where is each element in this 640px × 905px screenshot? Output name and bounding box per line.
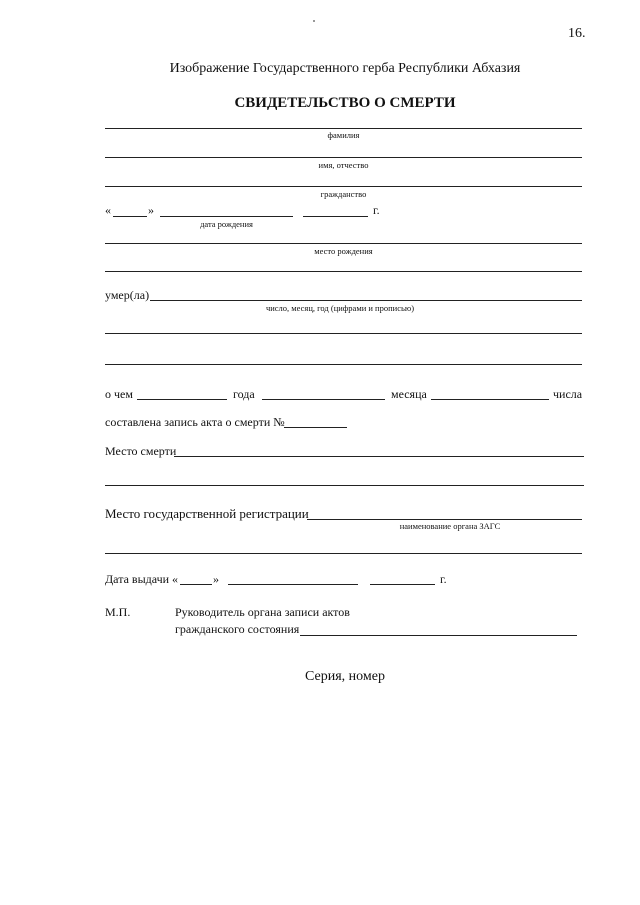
- head-signature-field-line[interactable]: [300, 635, 577, 636]
- death-place-field-line[interactable]: [174, 456, 584, 457]
- birth-day-field-line[interactable]: [113, 216, 147, 217]
- state-registration-label: Место государственной регистрации: [105, 506, 309, 521]
- state-registration-field-line[interactable]: [307, 519, 582, 520]
- state-registration-extra-line[interactable]: [105, 553, 582, 554]
- record-month-field-line[interactable]: [262, 399, 385, 400]
- stamp-label: М.П.: [105, 605, 131, 619]
- citizenship-caption: гражданство: [320, 189, 367, 199]
- death-place-label: Место смерти: [105, 444, 177, 458]
- died-label: умер(ла): [105, 288, 150, 302]
- coat-of-arms-caption: Изображение Государственного герба Республики Абхазия: [169, 61, 521, 76]
- birth-place-caption: место рождения: [314, 246, 373, 256]
- death-date-field-line[interactable]: [150, 300, 582, 301]
- birth-month-field-line[interactable]: [160, 216, 293, 217]
- act-record-label: составлена запись акта о смерти №: [105, 415, 285, 429]
- surname-caption: фамилия: [327, 130, 360, 140]
- name-patronymic-field-line[interactable]: [105, 157, 582, 158]
- record-day-field-line[interactable]: [431, 399, 549, 400]
- death-date-caption: число, месяц, год (цифрами и прописью): [265, 303, 415, 313]
- record-year-word: года: [233, 387, 255, 401]
- birth-place-field-line[interactable]: [105, 243, 582, 244]
- death-date-extra-line-2[interactable]: [105, 364, 582, 365]
- issue-day-field-line[interactable]: [180, 584, 212, 585]
- record-year-field-line[interactable]: [137, 399, 227, 400]
- scan-speck: [313, 20, 315, 22]
- surname-field-line[interactable]: [105, 128, 582, 129]
- death-date-extra-line-1[interactable]: [105, 333, 582, 334]
- birth-day-close-quote: »: [148, 203, 154, 217]
- record-day-word: числа: [553, 387, 583, 401]
- head-title-line2: гражданского состояния: [175, 622, 300, 636]
- record-month-word: месяца: [391, 387, 427, 401]
- birth-day-open-quote: «: [105, 203, 111, 217]
- death-place-extra-line[interactable]: [105, 485, 584, 486]
- issue-month-field-line[interactable]: [228, 584, 358, 585]
- record-about-label: о чем: [105, 387, 133, 401]
- name-patronymic-caption: имя, отчество: [318, 160, 369, 170]
- issue-year-field-line[interactable]: [370, 584, 435, 585]
- series-number-label: Серия, номер: [305, 669, 385, 684]
- act-record-number-field-line[interactable]: [284, 427, 347, 428]
- birth-year-suffix: г.: [373, 203, 380, 217]
- page-number: 16.: [568, 26, 586, 41]
- citizenship-field-line[interactable]: [105, 186, 582, 187]
- document-title: СВИДЕТЕЛЬСТВО О СМЕРТИ: [234, 95, 456, 111]
- issue-date-label: Дата выдачи «: [105, 572, 179, 586]
- issue-year-suffix: г.: [440, 572, 447, 586]
- birth-year-field-line[interactable]: [303, 216, 368, 217]
- birth-place-extra-line[interactable]: [105, 271, 582, 272]
- issue-day-close-quote: »: [213, 572, 219, 586]
- head-title-line1: Руководитель органа записи актов: [175, 605, 350, 619]
- birth-date-caption: дата рождения: [200, 219, 253, 229]
- registry-office-caption: наименование органа ЗАГС: [399, 521, 501, 531]
